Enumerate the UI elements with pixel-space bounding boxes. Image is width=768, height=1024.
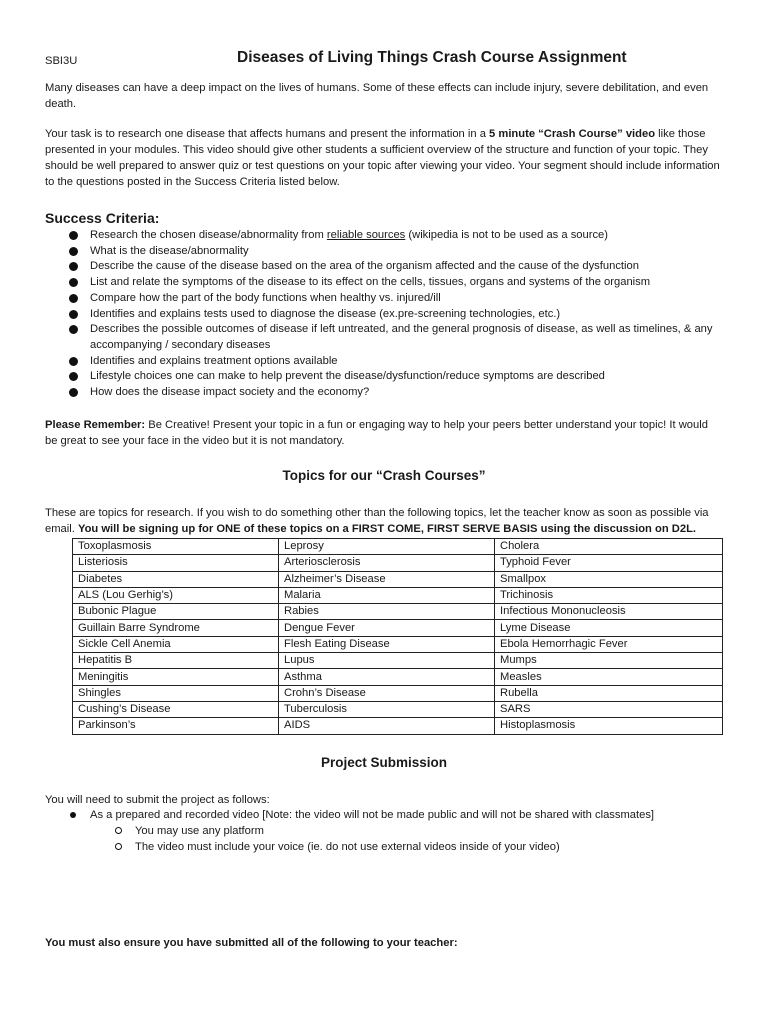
topics-table — [72, 538, 723, 735]
success-criteria-list — [45, 228, 723, 401]
topic-cell: Meningitis — [73, 669, 279, 685]
criteria-text: What is the disease/abnormality — [90, 244, 249, 257]
topic-cell: Asthma — [279, 669, 495, 685]
course-code: SBI3U — [45, 55, 78, 67]
topic-cell: Flesh Eating Disease — [279, 636, 495, 652]
criteria-item — [45, 385, 723, 401]
intro-task-text: Your task is to research one disease that affects humans and present the information in a — [45, 128, 490, 140]
page-title: Diseases of Living Things Crash Course Assignment — [237, 49, 627, 66]
topics-signup-note: You will be signing up for ONE of these topics on a FIRST COME, FIRST SERVE BASIS using the discussion on D2L. — [77, 523, 697, 535]
topic-cell: Parkinson’s — [73, 718, 279, 734]
video-length-emphasis: 5 minute “Crash Course” video — [489, 128, 656, 140]
criteria-item — [45, 244, 723, 260]
reliable-sources-link[interactable]: reliable sources — [326, 229, 406, 241]
topics-heading: Topics for our “Crash Courses” — [282, 468, 486, 483]
topic-cell: Leprosy — [279, 539, 495, 555]
topic-cell: Shingles — [73, 685, 279, 701]
table-row — [73, 669, 723, 685]
criteria-item — [45, 275, 723, 291]
submission-list — [45, 807, 723, 855]
topic-cell: Crohn’s Disease — [279, 685, 495, 701]
submission-sub-item-text: The video must include your voice (ie. do not use external videos inside of your video) — [135, 841, 560, 853]
criteria-item — [45, 307, 723, 323]
bullet-icon — [69, 294, 78, 303]
success-criteria-heading: Success Criteria: — [45, 210, 160, 226]
bullet-icon — [69, 325, 78, 334]
topic-cell: Cholera — [495, 539, 723, 555]
topic-cell: Rabies — [279, 604, 495, 620]
topic-cell: Sickle Cell Anemia — [73, 636, 279, 652]
criteria-text: List and relate the symptoms of the disease to its effect on the cells, tissues, organs and systems of the organism — [90, 276, 651, 289]
criteria-item — [45, 322, 723, 353]
intro-task-text-continued: like those presented in your modules. This video should give other students a sufficient overview of the structure and function of your topic. They should be well prepared to answer quiz or test questions on your topic after viewing your video. Your segment should include information to the questions posted in the Success Criteria listed below. — [45, 128, 720, 188]
topic-cell: Dengue Fever — [279, 620, 495, 636]
topic-cell: AIDS — [279, 718, 495, 734]
criteria-text: Compare how the part of the body functions when healthy vs. injured/ill — [90, 291, 441, 304]
bullet-icon — [69, 388, 78, 397]
topic-cell: Tuberculosis — [279, 701, 495, 717]
topic-cell: Rubella — [495, 685, 723, 701]
bullet-icon — [69, 247, 78, 256]
criteria-text-continued: (wikipedia is not to be used as a source) — [405, 229, 609, 241]
bullet-icon — [69, 357, 78, 366]
table-row — [73, 718, 723, 734]
criteria-item — [45, 291, 723, 307]
table-row — [73, 604, 723, 620]
intro-paragraph-2 — [45, 126, 721, 190]
remember-note — [45, 417, 721, 449]
topic-cell: Diabetes — [73, 571, 279, 587]
remember-text: Be Creative! Present your topic in a fun or engaging way to help your peers better understand your topic! It would be great to see your face in the video but it is not mandatory. — [45, 419, 708, 447]
submission-bullet-text: As a prepared and recorded video [Note: the video will not be made public and will not be shared with classmates] — [90, 809, 655, 821]
table-row — [73, 653, 723, 669]
submission-sub-item — [45, 823, 723, 839]
submission-sub-item — [45, 839, 723, 855]
submission-sub-item-text: You may use any platform — [135, 825, 264, 837]
bullet-icon — [70, 812, 76, 818]
table-row — [73, 701, 723, 717]
criteria-item — [45, 228, 723, 244]
table-row — [73, 685, 723, 701]
bullet-icon — [69, 262, 78, 271]
topic-cell: Bubonic Plague — [73, 604, 279, 620]
table-row — [73, 571, 723, 587]
topic-cell: SARS — [495, 701, 723, 717]
criteria-text: Identifies and explains tests used to diagnose the disease (ex.pre-screening technologies, etc.) — [90, 307, 561, 320]
topic-cell: Mumps — [495, 653, 723, 669]
topic-cell: Cushing’s Disease — [73, 701, 279, 717]
criteria-text: Identifies and explains treatment options available — [90, 354, 338, 367]
criteria-text: How does the disease impact society and the economy? — [90, 386, 370, 399]
bullet-icon — [69, 231, 78, 240]
criteria-text: Lifestyle choices one can make to help prevent the disease/dysfunction/reduce symptoms are described — [90, 370, 605, 383]
topic-cell: Listeriosis — [73, 555, 279, 571]
topic-cell: Ebola Hemorrhagic Fever — [495, 636, 723, 652]
table-row — [73, 587, 723, 603]
submission-heading: Project Submission — [320, 755, 448, 770]
criteria-text: Describe the cause of the disease based on the area of the organism affected and the cause of the dysfunction — [90, 260, 639, 273]
submission-bullet — [45, 807, 723, 823]
topic-cell: Infectious Mononucleosis — [495, 604, 723, 620]
criteria-item — [45, 369, 723, 385]
topic-cell: Measles — [495, 669, 723, 685]
criteria-item — [45, 354, 723, 370]
criteria-text: Describes the possible outcomes of disease if left untreated, and the general prognosis of disease, as well as timelines, & any accompanying / secondary diseases — [90, 323, 713, 351]
bullet-icon — [69, 310, 78, 319]
table-row — [73, 555, 723, 571]
topic-cell: Lyme Disease — [495, 620, 723, 636]
topic-cell: Smallpox — [495, 571, 723, 587]
topic-cell: Toxoplasmosis — [73, 539, 279, 555]
bullet-icon — [69, 372, 78, 381]
topic-cell: Typhoid Fever — [495, 555, 723, 571]
intro-paragraph-1: Many diseases can have a deep impact on the lives of humans. Some of these effects can include injury, severe debilitation, and even death. — [45, 82, 709, 110]
circle-bullet-icon — [115, 843, 122, 850]
submission-intro: You will need to submit the project as follows: — [45, 794, 270, 806]
topic-cell: Alzheimer’s Disease — [279, 571, 495, 587]
topic-cell: Arteriosclerosis — [279, 555, 495, 571]
document-header — [45, 50, 723, 70]
topics-intro-text: These are topics for research. If you wish to do something other than the following topics, let the teacher know as soon as possible via email. — [45, 507, 709, 535]
submission-closing: You must also ensure you have submitted all of the following to your teacher: — [45, 937, 458, 949]
criteria-item — [45, 259, 723, 275]
topic-cell: Guillain Barre Syndrome — [73, 620, 279, 636]
topic-cell: Trichinosis — [495, 587, 723, 603]
topic-cell: Malaria — [279, 587, 495, 603]
table-row — [73, 620, 723, 636]
table-row — [73, 539, 723, 555]
topic-cell: Histoplasmosis — [495, 718, 723, 734]
topic-cell: ALS (Lou Gerhig’s) — [73, 587, 279, 603]
bullet-icon — [69, 278, 78, 287]
table-row — [73, 636, 723, 652]
criteria-text: Research the chosen disease/abnormality from — [90, 229, 327, 241]
remember-label: Please Remember: — [45, 419, 146, 431]
topic-cell: Lupus — [279, 653, 495, 669]
topic-cell: Hepatitis B — [73, 653, 279, 669]
topics-intro — [45, 505, 721, 537]
circle-bullet-icon — [115, 827, 122, 834]
